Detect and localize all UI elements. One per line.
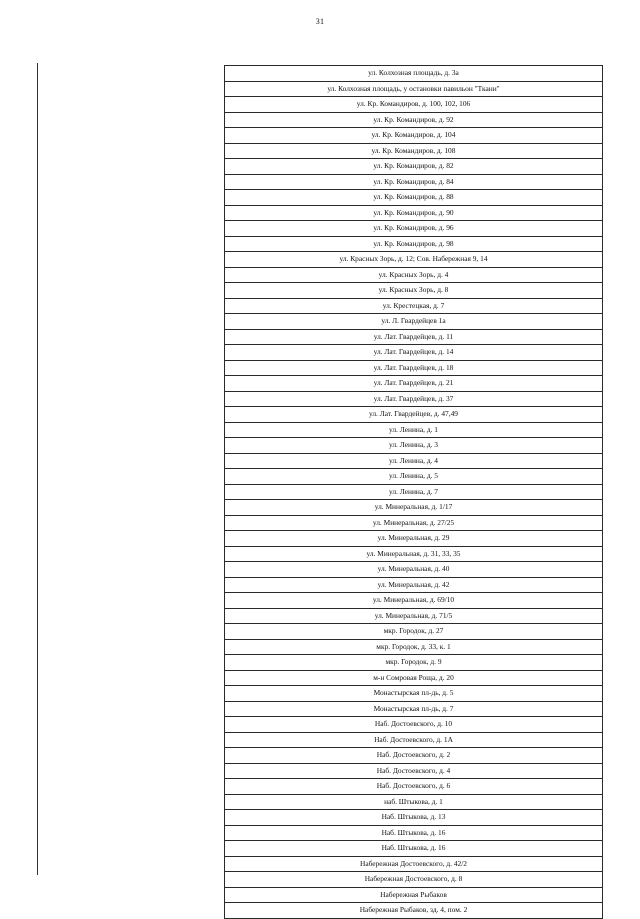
- address-cell: Монастырская пл-дь, д. 7: [225, 701, 603, 717]
- address-cell: Наб. Достоевского, д. 6: [225, 779, 603, 795]
- address-cell: ул. Минеральная, д. 69/10: [225, 593, 603, 609]
- table-row: [225, 763, 603, 779]
- table-row: [225, 159, 603, 175]
- address-cell: ул. Кр. Командиров, д. 90: [225, 205, 603, 221]
- table-row: [225, 236, 603, 252]
- address-cell: ул. Минеральная, д. 1/17: [225, 500, 603, 516]
- address-cell: ул. Минеральная, д. 42: [225, 577, 603, 593]
- table-row: [225, 624, 603, 640]
- address-cell: мкр. Городок, д. 33, к. 1: [225, 639, 603, 655]
- table-row: [225, 639, 603, 655]
- address-cell: Монастырская пл-дь, д. 5: [225, 686, 603, 702]
- address-cell: ул. Лат. Гвардейцев, д. 21: [225, 376, 603, 392]
- table-row: [225, 345, 603, 361]
- address-cell: ул. Кр. Командиров, д. 104: [225, 128, 603, 144]
- address-cell: ул. Кр. Командиров, д. 82: [225, 159, 603, 175]
- address-cell: ул. Минеральная, д. 71/5: [225, 608, 603, 624]
- table-row: [225, 112, 603, 128]
- address-cell: Наб. Штыкова, д. 16: [225, 841, 603, 857]
- table-row: [225, 469, 603, 485]
- table-row: [225, 794, 603, 810]
- table-row: [225, 717, 603, 733]
- address-cell: ул. Кр. Командиров, д. 108: [225, 143, 603, 159]
- address-cell: ул. Кр. Командиров, д. 100, 102, 106: [225, 97, 603, 113]
- address-table-body: [225, 66, 603, 919]
- address-cell: ул. Лат. Гвардейцев, д. 47,49: [225, 407, 603, 423]
- table-row: [225, 779, 603, 795]
- table-row: [225, 391, 603, 407]
- table-row: [225, 732, 603, 748]
- table-row: [225, 608, 603, 624]
- table-row: [225, 407, 603, 423]
- address-cell: Наб. Достоевского, д. 1А: [225, 732, 603, 748]
- address-cell: ул. Минеральная, д. 27/25: [225, 515, 603, 531]
- table-row: [225, 856, 603, 872]
- table-row: [225, 887, 603, 903]
- table-row: [225, 283, 603, 299]
- address-cell: ул. Кр. Командиров, д. 88: [225, 190, 603, 206]
- table-row: [225, 360, 603, 376]
- table-row: [225, 298, 603, 314]
- address-cell: ул. Ленина, д. 5: [225, 469, 603, 485]
- table-row: [225, 872, 603, 888]
- address-cell: ул. Красных Зорь, д. 12; Сов. Набережная 9, 14: [225, 252, 603, 268]
- table-row: [225, 546, 603, 562]
- address-cell: Наб. Достоевского, д. 4: [225, 763, 603, 779]
- address-cell: ул. Кр. Командиров, д. 84: [225, 174, 603, 190]
- table-row: [225, 252, 603, 268]
- table-row: [225, 577, 603, 593]
- table-row: [225, 562, 603, 578]
- address-cell: ул. Ленина, д. 3: [225, 438, 603, 454]
- address-cell: ул. Кр. Командиров, д. 96: [225, 221, 603, 237]
- table-row: [225, 267, 603, 283]
- address-cell: ул. Минеральная, д. 31, 33, 35: [225, 546, 603, 562]
- address-cell: мкр. Городок, д. 27: [225, 624, 603, 640]
- table-row: [225, 593, 603, 609]
- address-cell: ул. Лат. Гвардейцев, д. 37: [225, 391, 603, 407]
- address-cell: мкр. Городок, д. 9: [225, 655, 603, 671]
- address-cell: Набережная Достоевского, д. 8: [225, 872, 603, 888]
- address-cell: ул. Минеральная, д. 29: [225, 531, 603, 547]
- table-row: [225, 515, 603, 531]
- table-row: [225, 221, 603, 237]
- table-row: [225, 66, 603, 82]
- address-cell: ул. Ленина, д. 1: [225, 422, 603, 438]
- table-row: [225, 190, 603, 206]
- table-row: [225, 810, 603, 826]
- table-row: [225, 655, 603, 671]
- table-row: [225, 438, 603, 454]
- table-row: [225, 841, 603, 857]
- table-row: [225, 97, 603, 113]
- table-row: [225, 701, 603, 717]
- address-cell: ул. Кр. Командиров, д. 92: [225, 112, 603, 128]
- table-row: [225, 81, 603, 97]
- table-row: [225, 748, 603, 764]
- address-cell: Наб. Штыкова, д. 13: [225, 810, 603, 826]
- table-row: [225, 422, 603, 438]
- left-margin-rule: [37, 63, 38, 875]
- address-cell: ул. Лат. Гвардейцев, д. 18: [225, 360, 603, 376]
- address-cell: ул. Лат. Гвардейцев, д. 14: [225, 345, 603, 361]
- address-cell: ул. Ленина, д. 4: [225, 453, 603, 469]
- address-cell: Набережная Достоевского, д. 42/2: [225, 856, 603, 872]
- table-row: [225, 500, 603, 516]
- address-cell: ул. Минеральная, д. 40: [225, 562, 603, 578]
- address-cell: Наб. Достоевского, д. 10: [225, 717, 603, 733]
- address-cell: ул. Колхозная площадь, д. 3а: [225, 66, 603, 82]
- table-row: [225, 376, 603, 392]
- address-cell: ул. Лат. Гвардейцев, д. 11: [225, 329, 603, 345]
- address-cell: наб. Штыкова, д. 1: [225, 794, 603, 810]
- address-cell: м-н Сомровая Роща, д. 20: [225, 670, 603, 686]
- address-cell: Набережная Рыбаков, зд. 4, пом. 2: [225, 903, 603, 919]
- table-row: [225, 531, 603, 547]
- table-row: [225, 825, 603, 841]
- table-row: [225, 686, 603, 702]
- table-row: [225, 670, 603, 686]
- table-row: [225, 314, 603, 330]
- table-row: [225, 453, 603, 469]
- address-cell: Наб. Достоевского, д. 2: [225, 748, 603, 764]
- table-row: [225, 329, 603, 345]
- address-cell: Набережная Рыбаков: [225, 887, 603, 903]
- address-cell: ул. Крестецкая, д. 7: [225, 298, 603, 314]
- address-table: [224, 65, 603, 919]
- table-row: [225, 484, 603, 500]
- address-cell: Наб. Штыкова, д. 16: [225, 825, 603, 841]
- table-row: [225, 128, 603, 144]
- page-number: 31: [315, 17, 325, 26]
- address-cell: ул. Красных Зорь, д. 8: [225, 283, 603, 299]
- address-cell: ул. Ленина, д. 7: [225, 484, 603, 500]
- address-cell: ул. Кр. Командиров, д. 98: [225, 236, 603, 252]
- address-cell: ул. Л. Гвардейцев 1а: [225, 314, 603, 330]
- table-row: [225, 205, 603, 221]
- address-cell: ул. Колхозная площадь, у остановки павильон "Ткани": [225, 81, 603, 97]
- table-row: [225, 143, 603, 159]
- address-cell: ул. Красных Зорь, д. 4: [225, 267, 603, 283]
- table-row: [225, 174, 603, 190]
